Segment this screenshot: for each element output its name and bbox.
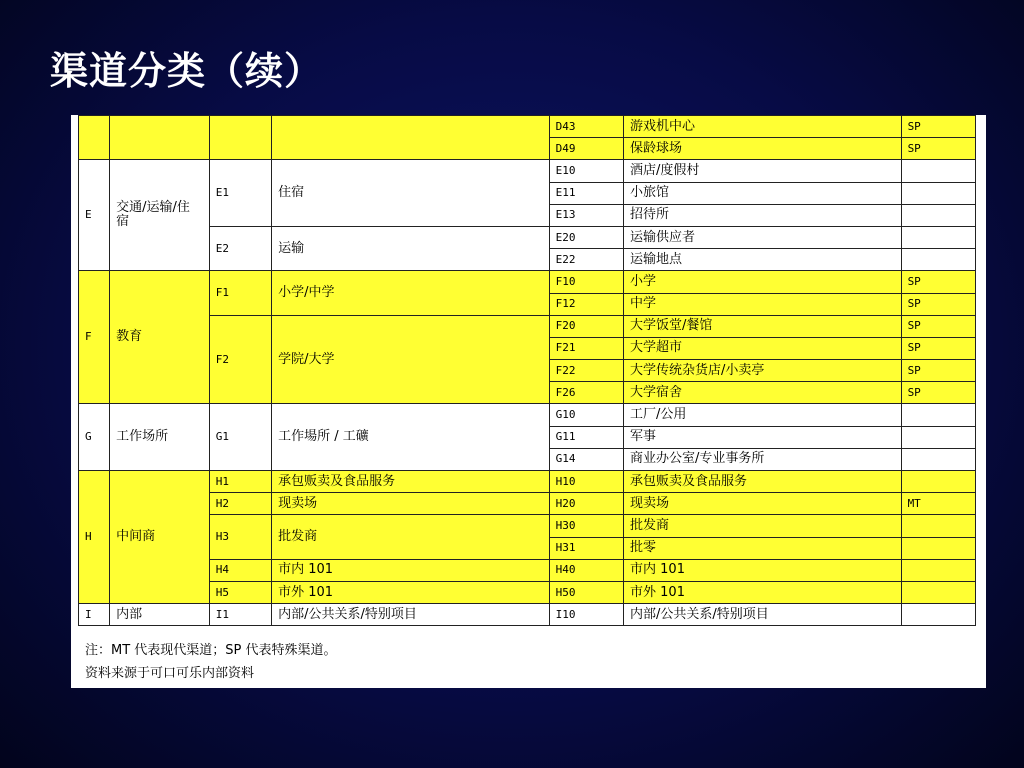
l3-code-cell: H20 bbox=[549, 493, 623, 515]
l3-name-cell: 游戏机中心 bbox=[624, 116, 902, 138]
table-row bbox=[79, 559, 976, 581]
l3-code-cell: H30 bbox=[549, 515, 623, 537]
l3-code-cell: G11 bbox=[549, 426, 623, 448]
l1-code-cell: I bbox=[79, 604, 110, 626]
channel-tag-cell: SP bbox=[901, 337, 975, 359]
table-row bbox=[79, 160, 976, 182]
l2-code-cell: E2 bbox=[209, 226, 271, 270]
table-notes bbox=[85, 639, 337, 685]
l2-name-cell: 运输 bbox=[272, 226, 550, 270]
channel-tag-cell bbox=[901, 226, 975, 248]
channel-tag-cell bbox=[901, 249, 975, 271]
legend-note: 注：MT 代表现代渠道；SP 代表特殊渠道。 bbox=[85, 643, 337, 658]
l1-code-cell: G bbox=[79, 404, 110, 471]
l3-name-cell: 招待所 bbox=[624, 204, 902, 226]
l3-code-cell: E13 bbox=[549, 204, 623, 226]
l3-name-cell: 中学 bbox=[624, 293, 902, 315]
l2-code-cell: E1 bbox=[209, 160, 271, 227]
channel-tag-cell bbox=[901, 426, 975, 448]
l2-code-cell: H5 bbox=[209, 581, 271, 603]
l3-name-cell: 批零 bbox=[624, 537, 902, 559]
source-note: 资料来源于可口可乐内部资料 bbox=[85, 666, 255, 681]
l2-name-cell: 住宿 bbox=[272, 160, 550, 227]
channel-tag-cell bbox=[901, 448, 975, 470]
l3-name-cell: 市外 101 bbox=[624, 581, 902, 603]
l2-code-cell: H4 bbox=[209, 559, 271, 581]
l1-name-cell: 中间商 bbox=[110, 471, 210, 604]
channel-tag-cell bbox=[901, 160, 975, 182]
table-row bbox=[79, 271, 976, 293]
l3-name-cell: 小旅馆 bbox=[624, 182, 902, 204]
channel-table-image bbox=[71, 115, 986, 688]
l3-name-cell: 工厂/公用 bbox=[624, 404, 902, 426]
l3-name-cell: 酒店/度假村 bbox=[624, 160, 902, 182]
l2-code-cell: H1 bbox=[209, 471, 271, 493]
l2-name-cell: 学院/大学 bbox=[272, 315, 550, 404]
channel-tag-cell: SP bbox=[901, 382, 975, 404]
l3-code-cell: D49 bbox=[549, 138, 623, 160]
l3-name-cell: 运输供应者 bbox=[624, 226, 902, 248]
l2-name-cell: 市外 101 bbox=[272, 581, 550, 603]
l3-code-cell: G14 bbox=[549, 448, 623, 470]
l3-name-cell: 大学饭堂/餐馆 bbox=[624, 315, 902, 337]
channel-tag-cell: SP bbox=[901, 360, 975, 382]
l3-code-cell: F26 bbox=[549, 382, 623, 404]
channel-tag-cell: MT bbox=[901, 493, 975, 515]
l2-code-cell: I1 bbox=[209, 604, 271, 626]
l1-name-cell: 内部 bbox=[110, 604, 210, 626]
channel-tag-cell bbox=[901, 581, 975, 603]
channel-tag-cell bbox=[901, 404, 975, 426]
l3-code-cell: E10 bbox=[549, 160, 623, 182]
l1-name-cell: 教育 bbox=[110, 271, 210, 404]
l2-name-cell: 内部/公共关系/特别项目 bbox=[272, 604, 550, 626]
l1-code-cell: F bbox=[79, 271, 110, 404]
table-row bbox=[79, 226, 976, 248]
channel-tag-cell: SP bbox=[901, 116, 975, 138]
l1-code-cell: E bbox=[79, 160, 110, 271]
l3-code-cell: F20 bbox=[549, 315, 623, 337]
channel-tag-cell bbox=[901, 515, 975, 537]
l3-name-cell: 商业办公室/专业事务所 bbox=[624, 448, 902, 470]
table-row bbox=[79, 493, 976, 515]
l3-code-cell: F21 bbox=[549, 337, 623, 359]
l3-code-cell: F12 bbox=[549, 293, 623, 315]
l3-name-cell: 小学 bbox=[624, 271, 902, 293]
l3-name-cell: 市内 101 bbox=[624, 559, 902, 581]
l3-name-cell: 大学宿舍 bbox=[624, 382, 902, 404]
l2-code-cell: F1 bbox=[209, 271, 271, 315]
l3-name-cell: 内部/公共关系/特别项目 bbox=[624, 604, 902, 626]
table-row bbox=[79, 315, 976, 337]
l2-name-cell bbox=[272, 116, 550, 160]
l3-code-cell: E22 bbox=[549, 249, 623, 271]
l3-name-cell: 大学超市 bbox=[624, 337, 902, 359]
l3-name-cell: 现卖场 bbox=[624, 493, 902, 515]
l3-code-cell: D43 bbox=[549, 116, 623, 138]
l1-code-cell: H bbox=[79, 471, 110, 604]
channel-tag-cell: SP bbox=[901, 315, 975, 337]
table-row bbox=[79, 515, 976, 537]
l1-name-cell bbox=[110, 116, 210, 160]
table-row bbox=[79, 471, 976, 493]
l3-code-cell: H10 bbox=[549, 471, 623, 493]
channel-tag-cell: SP bbox=[901, 271, 975, 293]
l3-name-cell: 运输地点 bbox=[624, 249, 902, 271]
channel-tag-cell: SP bbox=[901, 293, 975, 315]
l3-code-cell: E11 bbox=[549, 182, 623, 204]
l3-code-cell: H40 bbox=[549, 559, 623, 581]
l1-code-cell bbox=[79, 116, 110, 160]
table-row bbox=[79, 116, 976, 138]
l3-name-cell: 军事 bbox=[624, 426, 902, 448]
l1-name-cell: 交通/运输/住宿 bbox=[110, 160, 210, 271]
table-row bbox=[79, 404, 976, 426]
l2-code-cell: H2 bbox=[209, 493, 271, 515]
l3-name-cell: 保龄球场 bbox=[624, 138, 902, 160]
l3-code-cell: E20 bbox=[549, 226, 623, 248]
l3-code-cell: I10 bbox=[549, 604, 623, 626]
l3-name-cell: 大学传统杂货店/小卖亭 bbox=[624, 360, 902, 382]
l2-code-cell bbox=[209, 116, 271, 160]
channel-classification-table bbox=[78, 115, 976, 626]
l2-code-cell: G1 bbox=[209, 404, 271, 471]
l2-code-cell: F2 bbox=[209, 315, 271, 404]
l2-code-cell: H3 bbox=[209, 515, 271, 559]
table-row bbox=[79, 581, 976, 603]
l3-code-cell: H31 bbox=[549, 537, 623, 559]
l2-name-cell: 工作場所 / 工礦 bbox=[272, 404, 550, 471]
l3-name-cell: 批发商 bbox=[624, 515, 902, 537]
l1-name-cell: 工作场所 bbox=[110, 404, 210, 471]
channel-tag-cell bbox=[901, 182, 975, 204]
channel-tag-cell: SP bbox=[901, 138, 975, 160]
l2-name-cell: 批发商 bbox=[272, 515, 550, 559]
l2-name-cell: 小学/中学 bbox=[272, 271, 550, 315]
channel-tag-cell bbox=[901, 537, 975, 559]
slide-title: 渠道分类（续） bbox=[50, 49, 324, 93]
channel-tag-cell bbox=[901, 204, 975, 226]
channel-tag-cell bbox=[901, 471, 975, 493]
l3-name-cell: 承包贩卖及食品服务 bbox=[624, 471, 902, 493]
table-row-internal bbox=[79, 604, 976, 626]
l2-name-cell: 市内 101 bbox=[272, 559, 550, 581]
channel-tag-cell bbox=[901, 559, 975, 581]
l2-name-cell: 现卖场 bbox=[272, 493, 550, 515]
l3-code-cell: H50 bbox=[549, 581, 623, 603]
channel-tag-cell bbox=[901, 604, 975, 626]
l3-code-cell: G10 bbox=[549, 404, 623, 426]
l2-name-cell: 承包贩卖及食品服务 bbox=[272, 471, 550, 493]
l3-code-cell: F10 bbox=[549, 271, 623, 293]
l3-code-cell: F22 bbox=[549, 360, 623, 382]
